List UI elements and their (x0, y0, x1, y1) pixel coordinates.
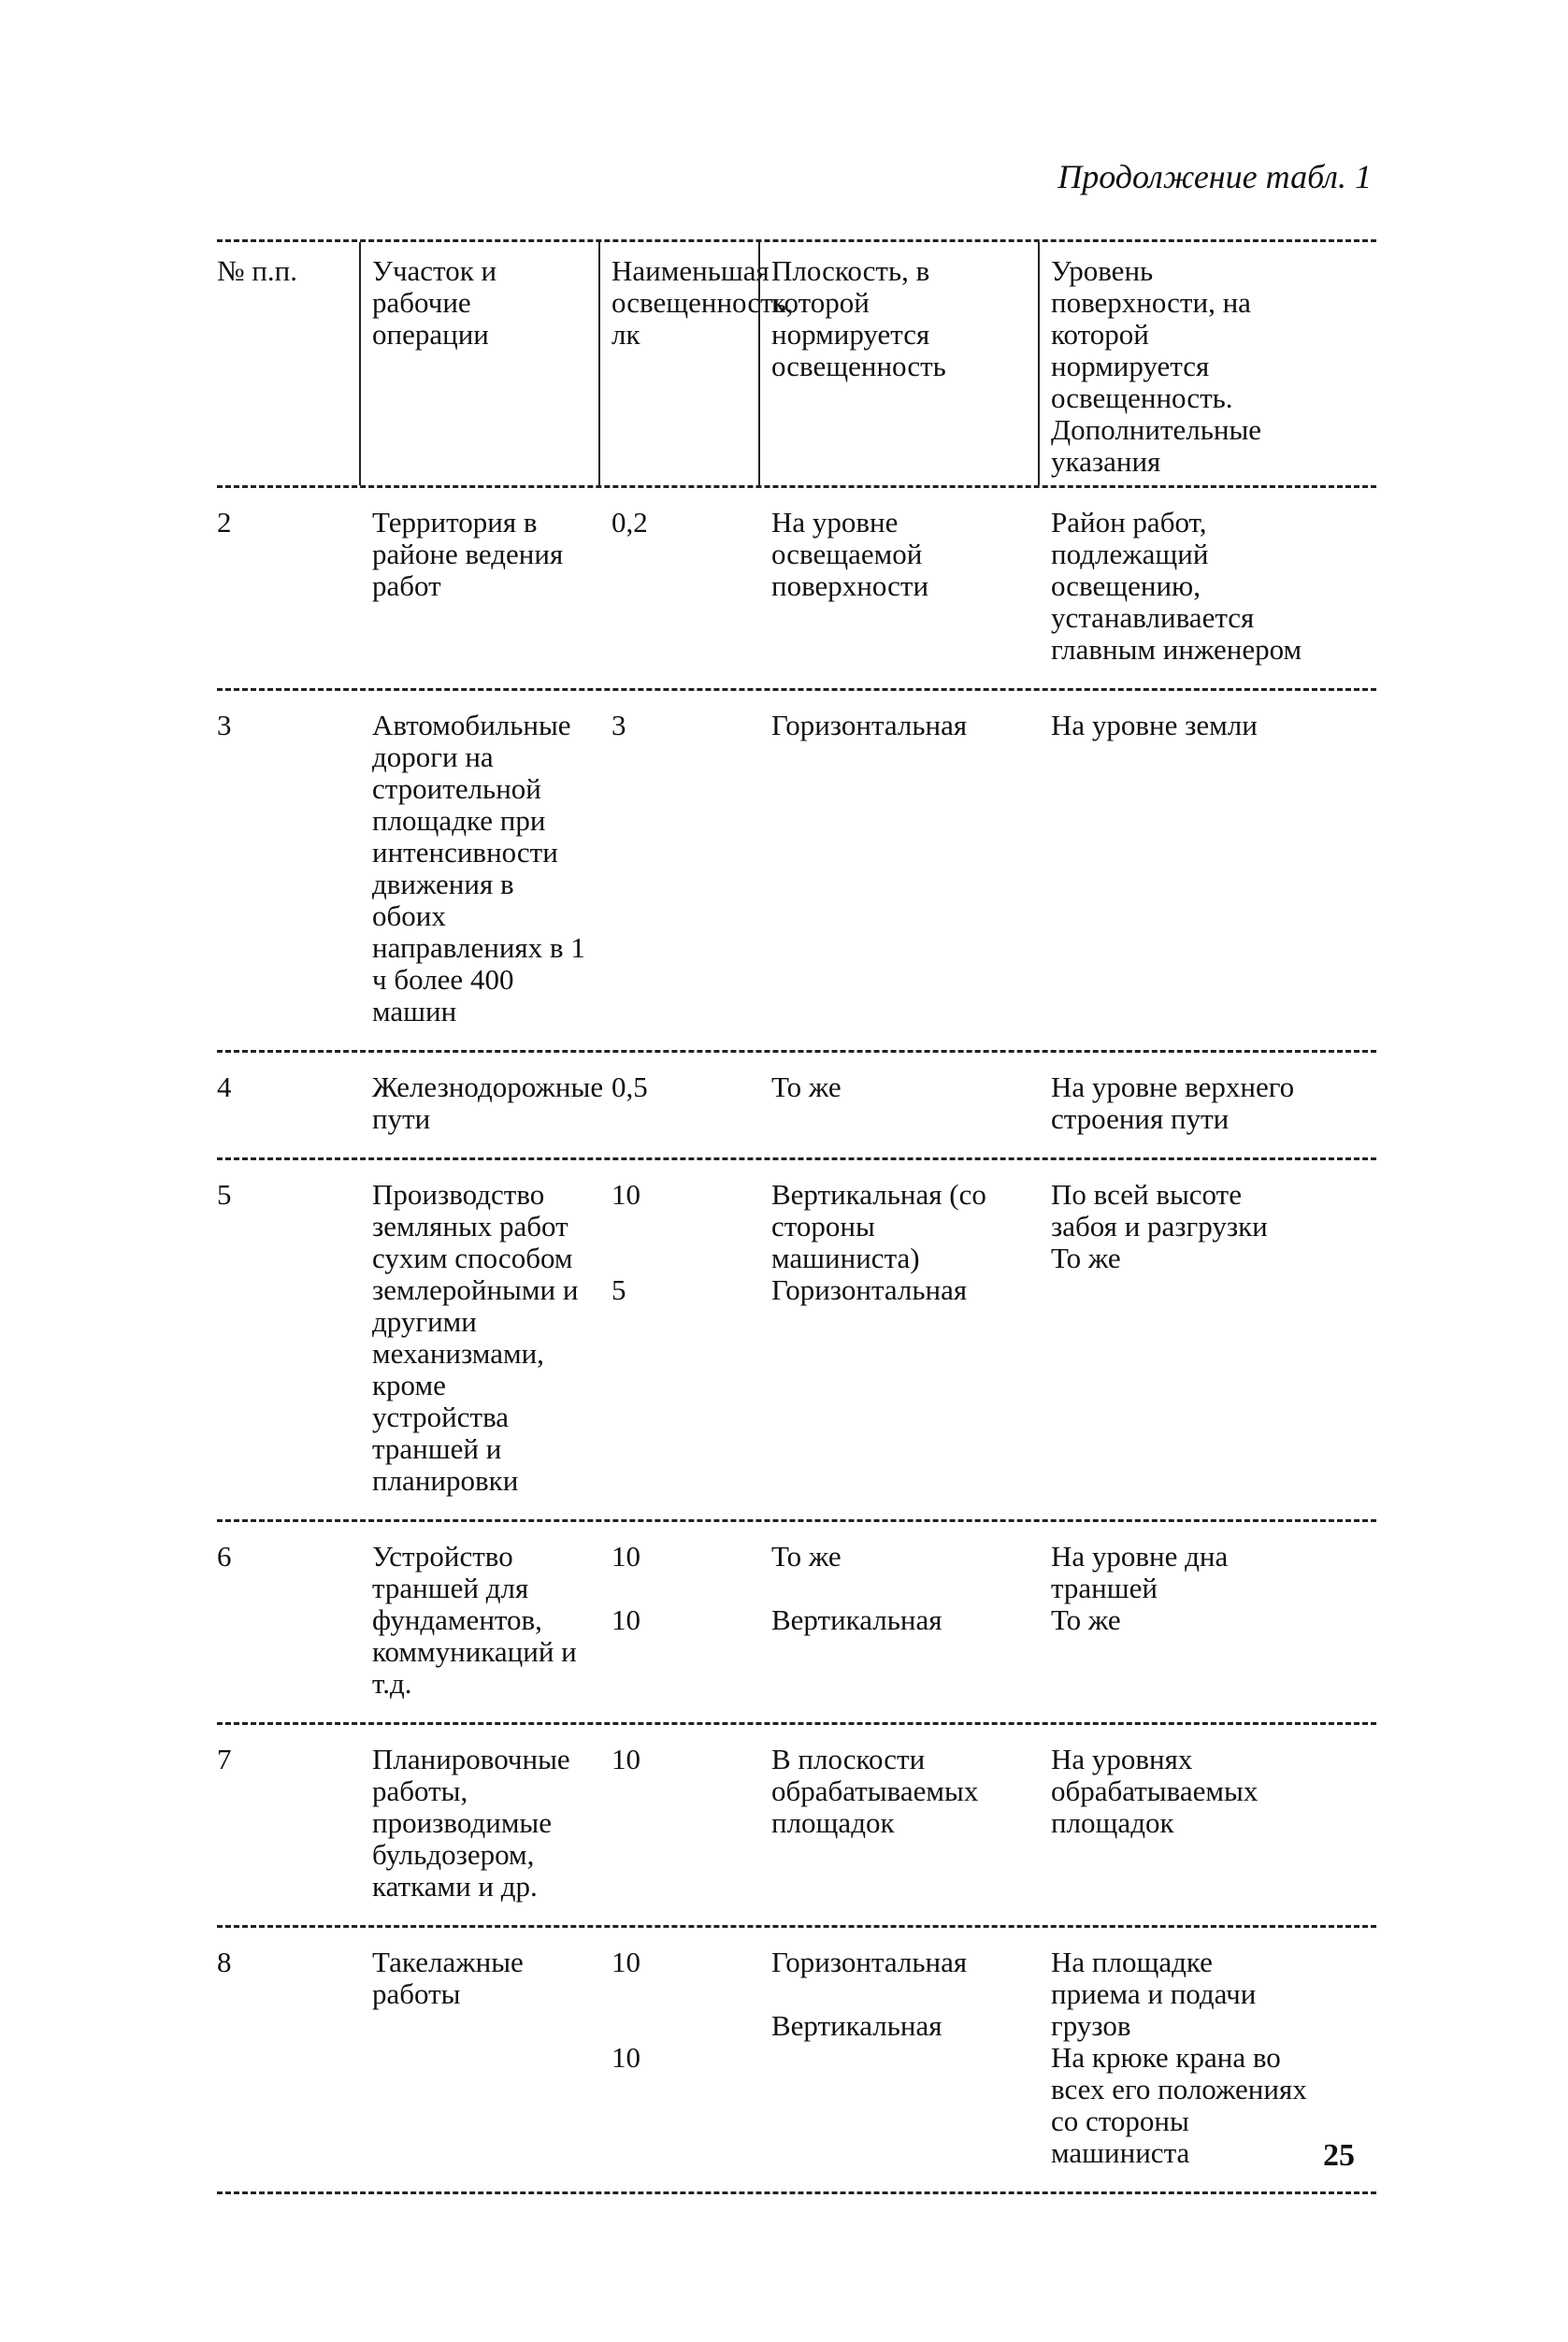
table-row (217, 1160, 1376, 1522)
row-illumination: 3 (611, 709, 626, 741)
row-plane (771, 1179, 1027, 1497)
row-number: 2 (217, 506, 232, 539)
plane-value: Горизонтальная (771, 1946, 968, 1978)
level-value: То же (1051, 1603, 1121, 1636)
row-illumination: 10 (611, 1743, 640, 1775)
row-illumination (611, 1947, 747, 2169)
row-illumination (611, 1541, 747, 1700)
page-number: 25 (1323, 2138, 1355, 2173)
table-row (217, 1928, 1376, 2194)
row-plane: То же (771, 1070, 842, 1103)
table-header-row (217, 239, 1376, 488)
table-row (217, 691, 1376, 1053)
row-plane (771, 1541, 1027, 1700)
header-operation: Участок и рабочие операции (372, 255, 587, 478)
row-number: 8 (217, 1946, 232, 1978)
illumination-value: 10 (611, 2041, 640, 2074)
plane-value: Вертикальная (со стороны машиниста) (771, 1178, 986, 1274)
row-illumination: 0,5 (611, 1070, 648, 1103)
header-number: № п.п. (217, 254, 298, 287)
row-level: На уровнях обрабатываемых площадок (1051, 1743, 1259, 1839)
plane-value: Горизонтальная (771, 1273, 968, 1306)
row-level: На уровне земли (1051, 709, 1258, 741)
header-plane: Плоскость, в которой нормируется освещенность (771, 255, 1027, 478)
row-level: На уровне верхнего строения пути (1051, 1070, 1295, 1135)
illumination-value: 10 (611, 1178, 640, 1211)
row-operation: Устройство траншей для фундаментов, коммуникаций и т.д. (372, 1540, 577, 1700)
row-number: 3 (217, 709, 232, 741)
row-operation: Планировочные работы, производимые бульдозером, катками и др. (372, 1743, 570, 1903)
illumination-value: 10 (611, 1603, 640, 1636)
illumination-value: 10 (611, 1540, 640, 1573)
plane-value: Вертикальная (771, 2009, 942, 2042)
row-illumination (611, 1179, 747, 1497)
row-number: 4 (217, 1070, 232, 1103)
row-number: 6 (217, 1540, 232, 1573)
level-value: На площадке приема и подачи грузов (1051, 1946, 1257, 2042)
row-operation: Территория в районе ведения работ (372, 506, 564, 602)
lighting-table (217, 239, 1376, 2194)
row-plane: Горизонтальная (771, 709, 968, 741)
table-caption: Продолжение табл. 1 (1057, 158, 1372, 195)
table-row (217, 1725, 1376, 1928)
header-level: Уровень поверхности, на которой нормируется освещенность. Дополнительные указания (1051, 255, 1308, 478)
header-illumination: Наименьшая освещенность, лк (611, 255, 747, 478)
row-plane (771, 1947, 1027, 2169)
row-illumination: 0,2 (611, 506, 648, 539)
illumination-value: 10 (611, 1946, 640, 1978)
row-level: Район работ, подлежащий освещению, устанавливается главным инженером (1051, 506, 1302, 666)
table-row (217, 1522, 1376, 1725)
illumination-value: 5 (611, 1273, 626, 1306)
level-value: На уровне дна траншей (1051, 1540, 1229, 1604)
level-value: По всей высоте забоя и разгрузки (1051, 1178, 1268, 1243)
row-operation: Железнодорожные пути (372, 1070, 604, 1135)
row-plane: В плоскости обрабатываемых площадок (771, 1743, 979, 1839)
row-number: 7 (217, 1743, 232, 1775)
plane-value: Вертикальная (771, 1603, 942, 1636)
row-plane: На уровне освещаемой поверхности (771, 506, 929, 602)
row-level (1051, 1179, 1308, 1497)
row-operation: Такелажные работы (372, 1946, 524, 2010)
level-value: На крюке крана во всех его положениях со стороны машиниста (1051, 2041, 1307, 2169)
plane-value: То же (771, 1540, 842, 1573)
level-value: То же (1051, 1242, 1121, 1274)
row-operation: Автомобильные дороги на строительной площадке при интенсивности движения в обоих направлениях в 1 ч более 400 машин (372, 709, 585, 1027)
table-row (217, 1053, 1376, 1160)
row-level (1051, 1541, 1308, 1700)
row-number: 5 (217, 1178, 232, 1211)
row-level (1051, 1947, 1308, 2169)
table-row (217, 488, 1376, 691)
row-operation: Производство земляных работ сухим способом землеройными и другими механизмами, кроме устройства траншей и планировки (372, 1178, 579, 1497)
